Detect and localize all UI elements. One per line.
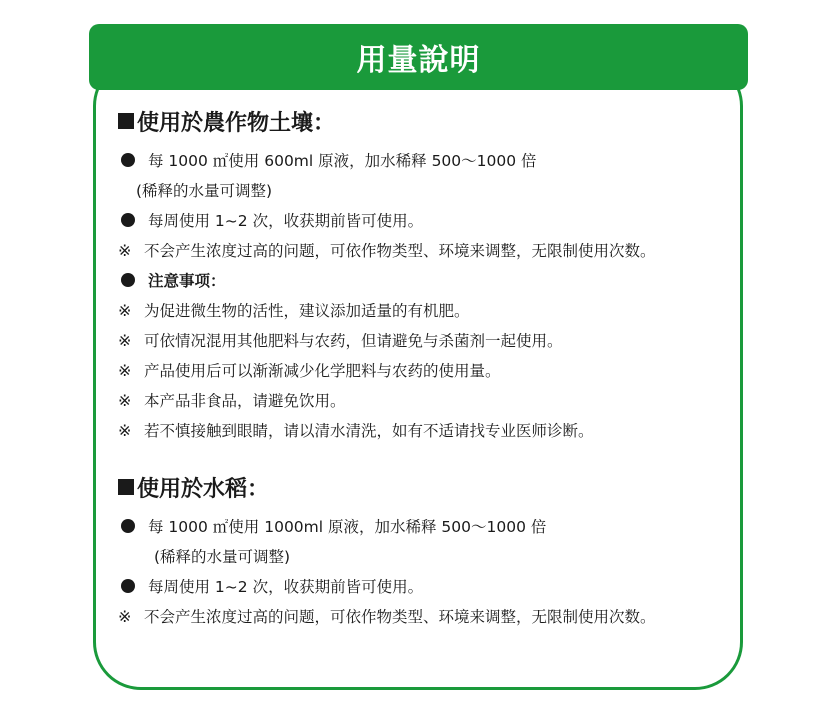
black-dot-icon — [121, 519, 135, 533]
reference-mark-icon: ※ — [118, 390, 132, 410]
black-dot-icon — [121, 579, 135, 593]
black-dot-icon — [121, 213, 135, 227]
list-item: 每 1000 ㎡使用 1000ml 原液，加水稀释 500～1000 倍 — [118, 511, 738, 541]
black-square-icon — [118, 113, 134, 129]
list-item-note: (稀释的水量可调整) — [154, 548, 291, 566]
list-item: 每 1000 ㎡使用 600ml 原液，加水稀释 500～1000 倍 — [118, 145, 738, 175]
list-item-note: (稀释的水量可调整) — [136, 182, 273, 200]
list-item: 每周使用 1~2 次，收获期前皆可使用。 — [118, 571, 738, 601]
black-dot-icon — [121, 273, 135, 287]
list-item: ※ 若不慎接触到眼睛，请以清水清洗，如有不适请找专业医师诊断。 — [118, 420, 594, 440]
reference-mark-icon: ※ — [118, 240, 132, 260]
instructions-content — [118, 104, 738, 631]
reference-mark-icon: ※ — [118, 330, 132, 350]
list-item: ※ 本产品非食品，请避免饮用。 — [118, 390, 346, 410]
list-item: ※ 产品使用后可以渐渐减少化学肥料与农药的使用量。 — [118, 360, 501, 380]
list-item: ※ 可依情况混用其他肥料与农药，但请避免与杀菌剂一起使用。 — [118, 330, 563, 350]
black-square-icon — [118, 479, 134, 495]
list-item: 每周使用 1~2 次，收获期前皆可使用。 — [118, 205, 738, 235]
list-item-caution-heading: 注意事项： — [118, 265, 738, 295]
list-item: ※ 不会产生浓度过高的问题，可依作物类型、环境来调整，无限制使用次数。 — [118, 606, 656, 626]
list-item: ※ 为促进微生物的活性，建议添加适量的有机肥。 — [118, 300, 470, 320]
title-banner — [89, 24, 748, 90]
section-heading-text: 使用於水稻： — [137, 476, 270, 502]
reference-mark-icon: ※ — [118, 300, 132, 320]
reference-mark-icon: ※ — [118, 360, 132, 380]
black-dot-icon — [121, 153, 135, 167]
reference-mark-icon: ※ — [118, 606, 132, 626]
page-title: 用量說明 — [356, 43, 481, 78]
list-item: ※ 不会产生浓度过高的问题，可依作物类型、环境来调整，无限制使用次数。 — [118, 240, 656, 260]
reference-mark-icon: ※ — [118, 420, 132, 440]
section-heading-text: 使用於農作物土壤： — [137, 110, 336, 136]
section-heading-soil — [118, 104, 738, 138]
section-heading-rice — [118, 470, 738, 504]
